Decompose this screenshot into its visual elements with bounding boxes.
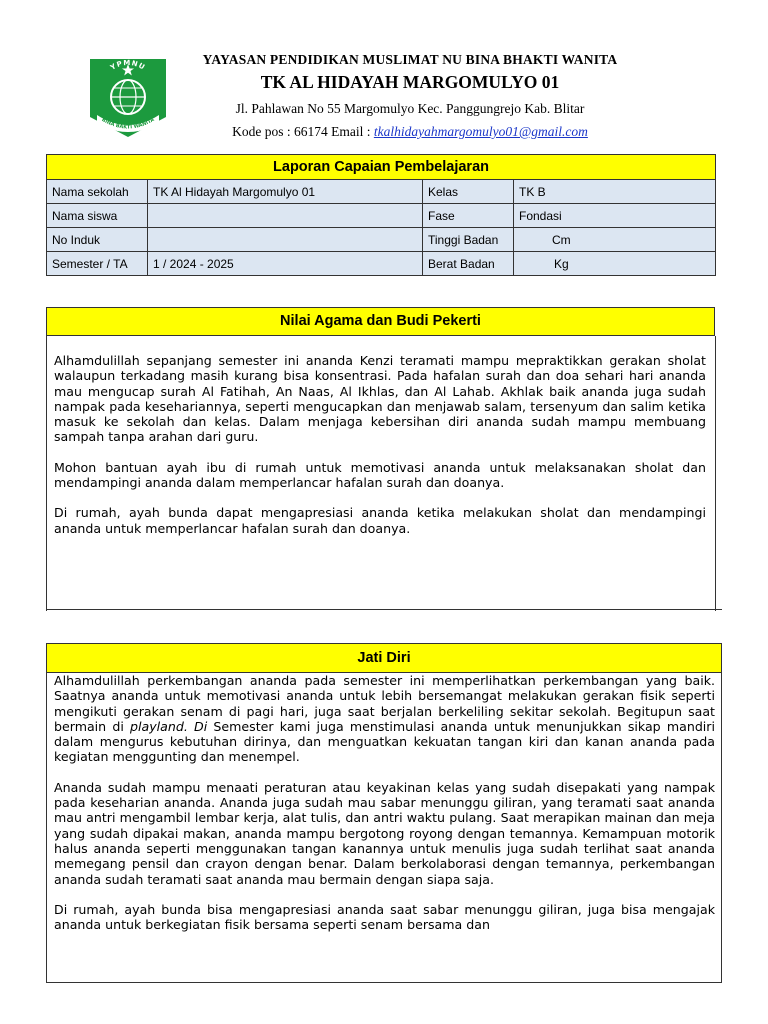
- height-label: Tinggi Badan: [423, 228, 514, 252]
- report-info-table: [46, 154, 716, 276]
- phase-value: Fondasi: [514, 204, 716, 228]
- email-link[interactable]: tkalhidayahmargomulyo01@gmail.com: [373, 124, 588, 139]
- ypmnu-emblem-icon: [88, 57, 168, 139]
- religion-section-body: [46, 336, 716, 611]
- identity-paragraph: Di rumah, ayah bunda bisa mengapresiasi ananda saat sabar menunggu giliran, juga bisa mengajak ananda untuk berkegiatan fisik bersama seperti senam bersama dan: [54, 901, 715, 933]
- phase-label: Fase: [423, 204, 514, 228]
- weight-label: Berat Badan: [423, 252, 514, 276]
- identity-section-header: [46, 643, 722, 673]
- identity-paragraph: [54, 673, 715, 765]
- logo-top-text: YPMNU: [109, 58, 147, 72]
- identity-section-body: [46, 673, 722, 983]
- school-label: Nama sekolah: [47, 180, 148, 204]
- religion-paragraph: Mohon bantuan ayah ibu di rumah untuk memotivasi ananda untuk melaksanakan sholat dan mendampingi ananda dalam memperlancar hafalan surah dan doanya.: [54, 459, 706, 491]
- identity-p1-end: Semester kami juga menstimulasi ananda untuk menunjukkan sikap mandiri dalam mengurus kebutuhan dirinya, dan menguatkan kekuatan tangan kiri dan kanan ananda pada kegiatan menggunting dan menempel.: [54, 718, 715, 765]
- school-address: Jl. Pahlawan No 55 Margomulyo Kec. Panggungrejo Kab. Blitar: [235, 101, 585, 116]
- religion-paragraph: Di rumah, ayah bunda dapat mengapresiasi ananda ketika melakukan sholat dan mendampingi ananda untuk memperlancar hafalan surah dan doanya.: [54, 505, 706, 536]
- school-value: TK Al Hidayah Margomulyo 01: [148, 180, 423, 204]
- semester-label: Semester / TA: [47, 252, 148, 276]
- school-contact: [168, 124, 652, 140]
- report-title: Laporan Capaian Pembelajaran: [47, 155, 716, 180]
- identity-section-title: Jati Diri: [357, 650, 411, 666]
- semester-value: 1 / 2024 - 2025: [148, 252, 423, 276]
- class-value: TK B: [514, 180, 716, 204]
- section-divider: [46, 609, 722, 610]
- table-row: [47, 180, 716, 204]
- student-name-label: Nama siswa: [47, 204, 148, 228]
- religion-paragraph: Alhamdulillah sepanjang semester ini ananda Kenzi teramati mampu mepraktikkan gerakan sholat walaupun terkadang masih kurang bisa konsentrasi. Pada hafalan surah dan doa sehari hari ananda mau mengucap surah Al Fatihah, An Naas, Al Ikhlas, dan Al Lahab. Akhlak baik ananda juga sudah nampak pada kesehariannya, seperti mengucapkan dan menjawab salam, tersenyum dan salim ketika masuk ke sekolah dan kelas. Dalam menjaga kebersihan diri ananda sudah mampu membuang sampah tanpa arahan dari guru.: [54, 353, 706, 445]
- foundation-name: YAYASAN PENDIDIKAN MUSLIMAT NU BINA BHAKTI WANITA: [202, 52, 618, 67]
- religion-section-header: [46, 307, 715, 336]
- identity-p1-italic: playland. Di: [130, 718, 208, 734]
- student-id-label: No Induk: [47, 228, 148, 252]
- class-label: Kelas: [423, 180, 514, 204]
- religion-section-title: Nilai Agama dan Budi Pekerti: [280, 313, 481, 329]
- identity-p1-start: Alhamdulillah perkembangan ananda pada semester ini memperlihatkan perkembangan yang baik. Saatnya ananda untuk memotivasi ananda untuk lebih bersemangat melakukan gerakan fisik seperti mengikuti gerakan senam di pagi hari, juga saat berjalan berkeliling sekitar sekolah. Begitupun saat bermain di: [54, 673, 715, 734]
- contact-prefix: Kode pos : 66174 Email :: [232, 124, 374, 139]
- weight-value: Kg: [514, 252, 716, 276]
- logo-bottom-text: BINA BAKTI WANITA: [100, 116, 156, 131]
- school-logo: [88, 57, 168, 139]
- table-row: [47, 228, 716, 252]
- table-row: [47, 204, 716, 228]
- student-id-value: [148, 228, 423, 252]
- student-name-value: [148, 204, 423, 228]
- table-row: [47, 252, 716, 276]
- identity-paragraph: Ananda sudah mampu menaati peraturan atau keyakinan kelas yang sudah disepakati yang nampak pada keseharian ananda. Ananda juga sudah mau sabar menunggu giliran, yang teramati saat ananda mau antri mengambil lembar kerja, alat tulis, dan antri waktu pulang. Saat merapikan mainan dan meja yang sudah dipakai makan, ananda mampu bergotong royong dengan temannya. Kemampuan motorik halus ananda seperti menggunakan tangan kanannya untuk menulis juga sudah terlihat saat ananda memegang pensil dan crayon dengan benar. Dalam berkolaborasi dengan temannya, perkembangan ananda sudah teramati saat ananda mau bermain dengan siapa saja.: [54, 779, 715, 887]
- school-name: TK AL HIDAYAH MARGOMULYO 01: [260, 72, 560, 92]
- height-value: Cm: [514, 228, 716, 252]
- report-title-row: [47, 155, 716, 180]
